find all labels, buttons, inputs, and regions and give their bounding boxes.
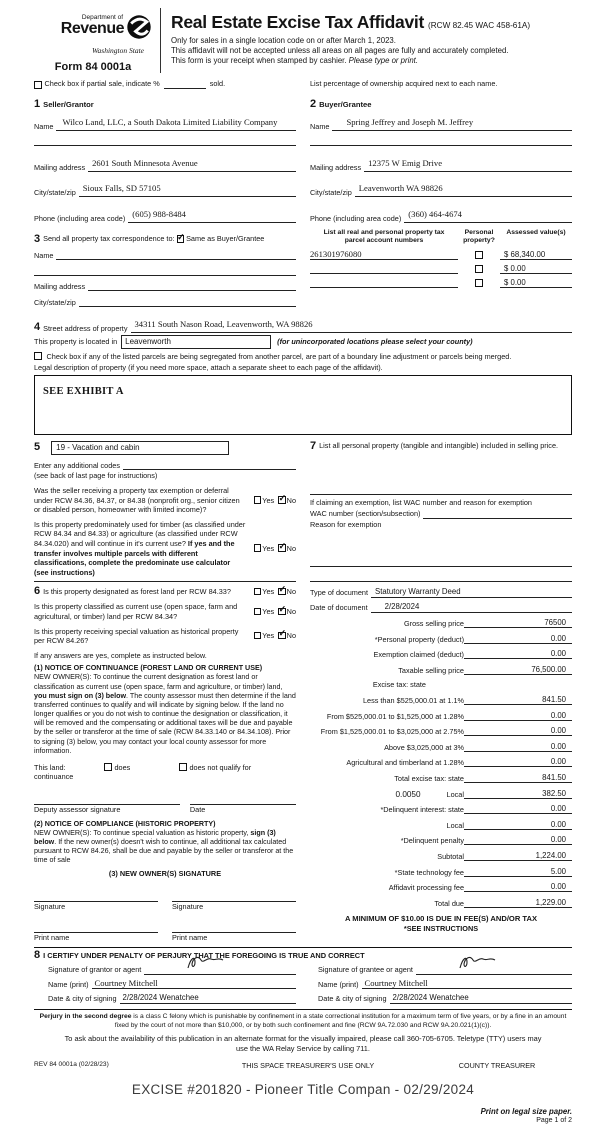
- corr-name-field[interactable]: [56, 251, 296, 260]
- q1-yesno: Yes ✓ No: [250, 496, 296, 506]
- see-instructions-note: *SEE INSTRUCTIONS: [403, 923, 479, 933]
- tax-row-delinquent-interest-local: Local 0.00: [310, 820, 572, 830]
- seller-city-label: City/state/zip: [34, 188, 76, 198]
- legal-description-label: Legal description of property (if you need more space, attach a separate sheet to each page of the affidavit).: [34, 363, 383, 373]
- treasurer-stamp: EXCISE #201820 - Pioneer Title Compan - 02/29/2024: [131, 1081, 475, 1097]
- exemption-deferral-question: Was the seller receiving a property tax exemption or deferral under RCW 84.36, 84.37, or 84.38 (nonprofit org., senior citizen or disabled person, homeowner with limited income)?: [34, 485, 240, 515]
- tax-row-total-state: Total excise tax: state 841.50: [310, 773, 572, 783]
- historical-property-question: Is this property receiving special valuation as historical property per RCW 84.26?: [34, 626, 239, 646]
- q6a-yes-checkbox[interactable]: [254, 588, 262, 596]
- q6c-yes-checkbox[interactable]: [254, 632, 262, 640]
- certify-statement: I CERTIFY UNDER PENALTY OF PERJURY THAT THE FOREGOING IS TRUE AND CORRECT: [43, 951, 365, 961]
- header-note-3: This form is your receipt when stamped by cashier. Please type or print.: [171, 56, 419, 65]
- reason-exemption-field[interactable]: [310, 558, 572, 567]
- does-option: does: [104, 763, 179, 782]
- personal-property-label: List all personal property (tangible and intangible) included in selling price.: [319, 440, 559, 450]
- owner-printname-2-field[interactable]: [172, 924, 296, 933]
- tax-row-tier4: Above $3,025,000 at 3% 0.00: [310, 742, 572, 752]
- section-8-number: 8: [34, 949, 41, 962]
- street-address-label: Street address of property: [43, 323, 128, 333]
- deputy-assessor-signature-label: Deputy assessor signature: [34, 805, 121, 815]
- q6a-yesno: Yes ✓ No: [250, 587, 296, 597]
- notice-2-title: (2) NOTICE OF COMPLIANCE (HISTORIC PROPERTY): [34, 819, 216, 828]
- seller-name-label: Name: [34, 121, 54, 131]
- partial-sale-label: Check box if partial sale, indicate %: [44, 79, 160, 88]
- q6b-yes-checkbox[interactable]: [254, 608, 262, 616]
- personal-property-field[interactable]: [310, 486, 572, 495]
- assessed-value-field[interactable]: $ 0.00: [500, 264, 572, 274]
- print-name-label: Print name: [172, 932, 208, 942]
- print-legal-note: Print on legal size paper.: [480, 1106, 572, 1116]
- tax-row-exemption: Exemption claimed (deduct) 0.00: [310, 649, 572, 659]
- personal-property-cell: [458, 251, 500, 260]
- timber-agriculture-question: Is this property predominately used for timber (as classified under RCW 84.34 and 84.33) or agriculture (as classified under RCW 84.34.020) and will continue in it's current use? If yes and the transfer involves multiple parcels with different classifications, complete the predominate use calculator (see instructions): [34, 519, 246, 577]
- footer-row: [34, 1061, 572, 1070]
- additional-codes-label: Enter any additional codes: [34, 460, 120, 470]
- date-of-document-label: Date of document: [310, 602, 368, 612]
- type-of-document-field[interactable]: Statutory Warranty Deed: [371, 587, 572, 598]
- seller-phone-field[interactable]: (605) 988-8484: [128, 204, 296, 223]
- owner-signature-1-field[interactable]: [34, 893, 158, 902]
- page-number: Page 1 of 2: [536, 1116, 572, 1124]
- title-block: [160, 8, 572, 73]
- revenue-wordmark: Revenue: [60, 20, 124, 37]
- grantee-signature-label: Signature of grantee or agent: [318, 965, 413, 975]
- q1-yes-checkbox[interactable]: [254, 496, 262, 504]
- tier3-amount-field[interactable]: 0.00: [492, 726, 572, 736]
- affidavit-processing-fee-field[interactable]: 0.00: [492, 882, 572, 892]
- form-title: Real Estate Excise Tax Affidavit: [171, 12, 425, 32]
- dor-logo-block: [34, 8, 152, 73]
- grantor-date-city-field[interactable]: 2/28/2024 Wenatchee: [120, 993, 296, 1004]
- header-note-1: Only for sales in a single location code on or after March 1, 2023.: [171, 36, 396, 45]
- seller-city-field[interactable]: Sioux Falls, SD 57105: [79, 178, 296, 197]
- local-rate-value[interactable]: 0.0050: [395, 789, 421, 799]
- buyer-city-field[interactable]: Leavenworth WA 98826: [355, 178, 572, 197]
- this-land-label: This land: continuance: [34, 762, 74, 782]
- additional-codes-field[interactable]: [123, 461, 296, 470]
- section-2-buyer: [310, 94, 572, 223]
- current-use-question: Is this property classified as current use (open space, farm and agricultural, or timber) land per RCW 84.34?: [34, 602, 238, 621]
- reason-exemption-label: Reason for exemption: [310, 519, 382, 529]
- q6c-yesno: Yes ✓ No: [250, 631, 296, 641]
- see-back-note: (see back of last page for instructions): [34, 471, 158, 481]
- type-of-document-label: Type of document: [310, 588, 369, 598]
- buyer-mailing-field[interactable]: 12375 W Emig Drive: [364, 153, 572, 172]
- land-use-code-select[interactable]: 19 - Vacation and cabin: [51, 441, 229, 455]
- personal-property-cell: [458, 279, 500, 288]
- tax-row-delinquent-interest-state: *Delinquent interest: state 0.00: [310, 804, 572, 814]
- owner-printname-1-field[interactable]: [34, 924, 158, 933]
- signature-label: Signature: [34, 902, 66, 911]
- section-1-seller: [34, 94, 296, 223]
- q6a-no-checkbox[interactable]: [278, 588, 286, 596]
- personal-property-deduct-field[interactable]: 0.00: [492, 634, 572, 644]
- buyer-city-label: City/state/zip: [310, 188, 352, 198]
- same-as-buyer-label: Same as Buyer/Grantee: [186, 234, 265, 244]
- county-select[interactable]: Leavenworth: [121, 335, 271, 349]
- section-1-number: 1: [34, 97, 41, 110]
- dept-of-label: Department of: [81, 14, 123, 21]
- signature-label: Signature: [172, 902, 204, 911]
- q2-yes-checkbox[interactable]: [254, 544, 262, 552]
- total-due-field[interactable]: 1,229.00: [492, 898, 572, 908]
- grantee-name-field[interactable]: Courtney Mitchell: [362, 979, 572, 990]
- legal-description-field[interactable]: [34, 375, 572, 435]
- state-tech-fee-field[interactable]: 5.00: [492, 867, 572, 877]
- buyer-name-field[interactable]: Spring Jeffrey and Joseph M. Jeffrey: [332, 112, 572, 131]
- grantee-name-print-label: Name (print): [318, 979, 359, 989]
- tax-row-personal-deduct: *Personal property (deduct) 0.00: [310, 634, 572, 644]
- dor-swirl-icon: [126, 14, 152, 45]
- wac-number-field[interactable]: [423, 510, 572, 519]
- tax-row-subtotal: Subtotal 1,224.00: [310, 851, 572, 861]
- parcel-number-field[interactable]: [310, 273, 458, 274]
- parcel-col-header: List all real and personal property tax parcel account numbers: [323, 228, 445, 244]
- section-1-label: Seller/Grantor: [43, 99, 94, 109]
- grantor-signature-label: Signature of grantor or agent: [48, 965, 142, 975]
- parcel-number-field[interactable]: 261301976080: [310, 249, 458, 260]
- personal-property-cell: [458, 265, 500, 274]
- buyer-phone-label: Phone (including area code): [310, 213, 402, 223]
- tax-row-tier2: From $525,000.01 to $1,525,000 at 1.28% 0.00: [310, 711, 572, 721]
- forest-land-question: 6 Is this property designated as forest land per RCW 84.33?: [34, 585, 231, 598]
- form-header: [34, 8, 572, 73]
- assessed-value-field[interactable]: $ 68,340.00: [500, 250, 572, 260]
- tax-row-total-due: Total due 1,229.00: [310, 898, 572, 908]
- buyer-name-label: Name: [310, 121, 330, 131]
- personal-property-checkbox[interactable]: [475, 265, 483, 273]
- parcel-row: [310, 264, 572, 274]
- buyer-name2-field[interactable]: [310, 137, 572, 146]
- seller-mailing-label: Mailing address: [34, 162, 86, 172]
- ownership-note: List percentage of ownership acquired next to each name.: [310, 79, 498, 88]
- parcel-row: [310, 249, 572, 260]
- section-2-label: Buyer/Grantee: [319, 99, 372, 109]
- wac-number-label: WAC number (section/subsection): [310, 509, 421, 519]
- if-any-yes-note: If any answers are yes, complete as instructed below.: [34, 650, 207, 660]
- section-6-classification: [34, 581, 296, 942]
- section-3-correspondence: [34, 229, 296, 307]
- does-not-checkbox[interactable]: [179, 763, 187, 771]
- assessed-col-header: Assessed value(s): [506, 228, 566, 236]
- tax-row-tier1: Less than $525,000.01 at 1.1% 841.50: [310, 695, 572, 705]
- local-tax-field[interactable]: 382.50: [492, 789, 572, 799]
- section-2-number: 2: [310, 97, 317, 110]
- section-4-property: [34, 314, 572, 435]
- corr-name-label: Name: [34, 251, 54, 261]
- corr-mailing-field[interactable]: [88, 282, 296, 291]
- does-not-option: does not qualify for: [179, 763, 251, 782]
- section-4-number: 4: [34, 320, 41, 333]
- tax-row-tech-fee: *State technology fee 5.00: [310, 867, 572, 877]
- corr-name2-field[interactable]: [34, 267, 296, 276]
- form-number: Form 84 0001a: [54, 61, 132, 73]
- q2-no-checkbox[interactable]: [278, 544, 286, 552]
- exemption-note: If claiming an exemption, list WAC number and reason for exemption: [310, 497, 532, 507]
- owner-signature-2-field[interactable]: [172, 893, 296, 902]
- grantor-date-city-label: Date & city of signing: [48, 994, 117, 1004]
- parcel-number-field[interactable]: [310, 287, 458, 288]
- corr-mailing-label: Mailing address: [34, 282, 86, 292]
- personal-property-checkbox[interactable]: [475, 251, 483, 259]
- print-name-label: Print name: [34, 932, 70, 942]
- minimum-due-note: A MINIMUM OF $10.00 IS DUE IN FEE(S) AND/OR TAX: [344, 913, 538, 923]
- rev-form-code: REV 84 0001a (02/28/23): [34, 1060, 109, 1068]
- county-treasurer-label: COUNTY TREASURER: [458, 1060, 536, 1070]
- signature-scribble: [184, 953, 226, 974]
- tax-row-agricultural: Agricultural and timberland at 1.28% 0.00: [310, 757, 572, 767]
- personal-property-checkbox[interactable]: [475, 279, 483, 287]
- street-address-field[interactable]: 34311 South Nason Road, Leavenworth, WA 98826: [131, 314, 573, 333]
- washington-state-label: Washington State: [91, 46, 144, 55]
- gross-selling-price-field[interactable]: 76500: [492, 618, 572, 628]
- notice-1-body: NEW OWNER(S): To continue the current designation as forest land or classification as current use (open space, farm and agriculture, or timber) land, you must sign on (3) below. The county assessor must then determine if the land transferred continues to qualify and will indicate by signing below. If the land no longer qualifies or you do not wish to continue the designation or classification, it will be removed and the compensating or additional taxes will be due and payable by the seller or transferor at the time of sale (RCW 84.33.140 or 84.34.108). Prior to signing (3) below, you may contact your local county assessor for more information.: [34, 673, 296, 755]
- grantee-signature-field[interactable]: [416, 966, 572, 975]
- grantor-signature-field[interactable]: [144, 966, 296, 975]
- perjury-notice: Perjury in the second degree is a class C felony which is punishable by confinement in a state correctional institution for a maximum term of five years, or by a fine in an amount fixed by the court of not more than $10,000, or by both such confinement and fine (RCW 9A.72.030 and RCW 9A.20.021(1)(c)).: [39, 1012, 567, 1029]
- tier2-amount-field[interactable]: 0.00: [492, 711, 572, 721]
- section-5-use-code: [34, 441, 296, 578]
- tax-row-local: 0.0050 Local 382.50: [310, 789, 572, 799]
- rcw-reference: (RCW 82.45 WAC 458-61A): [428, 21, 531, 30]
- subtotal-field[interactable]: 1,224.00: [492, 851, 572, 861]
- section-7-personal-property: [310, 441, 572, 578]
- notice-1-title: (1) NOTICE OF CONTINUANCE (FOREST LAND OR CURRENT USE): [34, 664, 263, 673]
- same-as-buyer-checkbox[interactable]: [177, 235, 185, 243]
- tier4-amount-field[interactable]: 0.00: [492, 742, 572, 752]
- q6b-no-checkbox[interactable]: [278, 608, 286, 616]
- section-8-certification: [34, 950, 572, 1004]
- delinquent-interest-local-field[interactable]: 0.00: [492, 820, 572, 830]
- corr-city-label: City/state/zip: [34, 297, 76, 307]
- agricultural-amount-field[interactable]: 0.00: [492, 757, 572, 767]
- tier1-amount-field[interactable]: 841.50: [492, 695, 572, 705]
- tax-row-gross: Gross selling price 76500: [310, 618, 572, 628]
- section-3-number: 3: [34, 232, 41, 245]
- segregated-label: Check box if any of the listed parcels are being segregated from another parcel, are part of a boundary line adjustment or parcels being merged.: [46, 351, 512, 361]
- deputy-date-field[interactable]: [190, 796, 296, 805]
- partial-sale-percent-field[interactable]: [164, 80, 206, 89]
- grantor-name-print-label: Name (print): [48, 979, 89, 989]
- section-3-label: Send all property tax correspondence to:: [43, 234, 175, 244]
- exemption-claimed-field[interactable]: 0.00: [492, 649, 572, 659]
- tax-row-tier3: From $1,525,000.01 to $3,025,000 at 2.75% 0.00: [310, 726, 572, 736]
- deputy-assessor-signature-field[interactable]: [34, 796, 180, 805]
- notice-2-body: NEW OWNER(S): To continue special valuation as historic property, sign (3) below. If the new owner(s) doesn't wish to continue, all additional tax calculated pursuant to RCW 84.26, shall be due and payable by the seller or transferor at the time of sale: [34, 828, 294, 865]
- deputy-date-label: Date: [189, 805, 206, 815]
- grantee-date-city-label: Date & city of signing: [318, 994, 387, 1004]
- located-in-label: This property is located in: [34, 336, 118, 346]
- seller-name-field[interactable]: Wilco Land, LLC, a South Dakota Limited Liability Company: [56, 112, 296, 131]
- assessed-value-field[interactable]: $ 0.00: [500, 278, 572, 288]
- does-checkbox[interactable]: [104, 763, 112, 771]
- excise-tax-state-header: Excise tax: state: [372, 680, 426, 690]
- seller-name2-field[interactable]: [34, 137, 296, 146]
- tax-row-taxable: Taxable selling price 76,500.00: [310, 665, 572, 675]
- personal-col-header: Personal property?: [463, 228, 495, 244]
- q2-yesno: Yes ✓ No: [250, 544, 296, 554]
- accessibility-notice: To ask about the availability of this publication in an alternate format for the visually impaired, please call 360-705-6705. Teletype (TTY) users may use the WA Relay Service by calling 711.: [64, 1034, 542, 1053]
- legal-description-value: SEE EXHIBIT A: [43, 385, 124, 397]
- buyer-mailing-label: Mailing address: [310, 162, 362, 172]
- seller-mailing-field[interactable]: 2601 South Minnesota Avenue: [88, 153, 296, 172]
- corr-city-field[interactable]: [79, 298, 296, 307]
- parcel-table: [310, 229, 572, 307]
- segregated-checkbox[interactable]: [34, 352, 42, 360]
- unincorporated-note: (for unincorporated locations please select your county): [277, 336, 473, 346]
- q6b-yesno: Yes ✓ No: [250, 607, 296, 617]
- q6c-no-checkbox[interactable]: [278, 632, 286, 640]
- partial-sale-checkbox[interactable]: [34, 81, 42, 89]
- partial-sale-sold-label: sold.: [209, 79, 226, 88]
- delinquent-penalty-field[interactable]: 0.00: [492, 835, 572, 845]
- section-7-number: 7: [310, 439, 317, 452]
- total-excise-state-field[interactable]: 841.50: [492, 773, 572, 783]
- taxable-selling-price-field[interactable]: 76,500.00: [492, 665, 572, 675]
- new-owner-signature-title: (3) NEW OWNER(S) SIGNATURE: [108, 869, 222, 879]
- buyer-phone-field[interactable]: (360) 464-4674: [404, 204, 572, 223]
- seller-phone-label: Phone (including area code): [34, 213, 126, 223]
- signature-scribble: [456, 953, 498, 974]
- tax-row-processing-fee: Affidavit processing fee 0.00: [310, 882, 572, 892]
- grantor-name-field[interactable]: Courtney Mitchell: [92, 979, 296, 990]
- header-note-2: This affidavit will not be accepted unless all areas on all pages are fully and accurately completed.: [171, 46, 509, 55]
- delinquent-interest-state-field[interactable]: 0.00: [492, 804, 572, 814]
- tax-computation: [310, 581, 572, 942]
- grantee-date-city-field[interactable]: 2/28/2024 Wenatchee: [390, 993, 572, 1004]
- treasurer-use-label: THIS SPACE TREASURER'S USE ONLY: [241, 1060, 375, 1070]
- date-of-document-field[interactable]: 2/28/2024: [371, 602, 572, 613]
- section-5-number: 5: [34, 441, 41, 454]
- tax-row-delinquent-penalty: *Delinquent penalty 0.00: [310, 835, 572, 845]
- parcel-row: [310, 278, 572, 288]
- q1-no-checkbox[interactable]: [278, 496, 286, 504]
